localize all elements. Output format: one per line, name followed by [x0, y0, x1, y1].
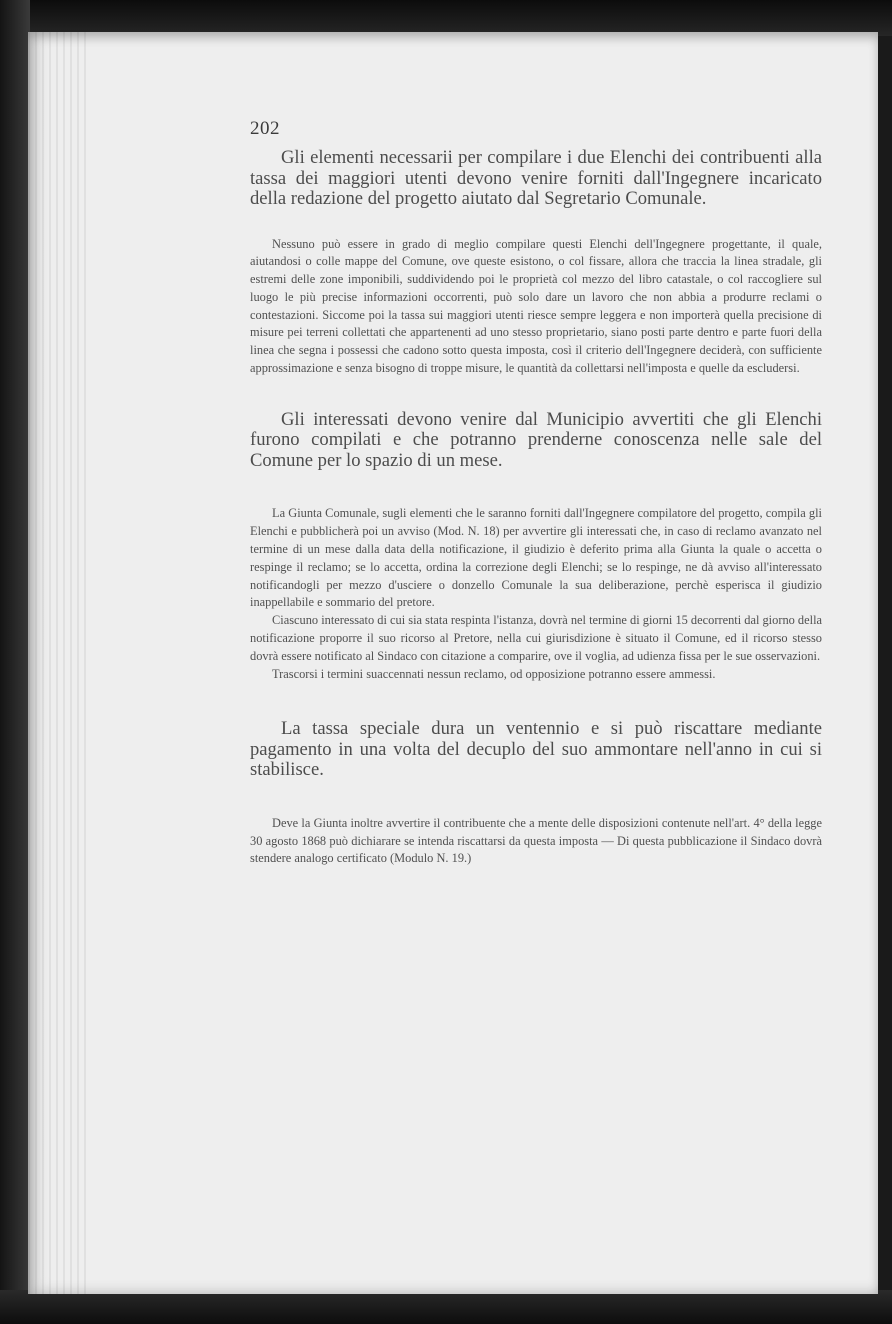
- note-ricorso-pretore: Ciascuno interessato di cui sia stata respinta l'istanza, dovrà nel termine di giorni 15 decorrenti dal giorno della notificazione proporre il suo ricorso al Pretore, nella cui giurisdizione è situato il Comune, ed il ricorso stesso dovrà essere notificato al Sindaco con citazione a comparire, ove il voglia, ad udienza fissa per le sue osservazioni.: [250, 613, 823, 663]
- page-content: [250, 118, 822, 868]
- scan-border-left: [0, 0, 30, 1324]
- note-ingegnere-progettante: Nessuno può essere in grado di meglio compilare questi Elenchi dell'Ingegnere progettante, il quale, aiutandosi o colle mappe del Comune, ove queste esistono, o col fissare, allora che traccia la linea stradale, gli estremi delle zone imponibili, suddividendo poi le proprietà col mezzo del libro catastale, o col raccogliere sul luogo le più precise informazioni occorrenti, può solo dare un lavoro che non abbia a produrre reclami o contestazioni. Siccome poi la tassa sui maggiori utenti riesce sempre leggera e non importerà quella precisione di misure pei terreni collettati che appartenenti ad uno stesso proprietario, siano posti parte dentro e parte fuori della linea che segna i possessi che cadono sotto questa imposta, così il criterio dell'Ingegnere deciderà, con sufficiente approssimazione e senza bisogno di troppe misure, le quantità da collettarsi nell'imposta e quelle da escludersi.: [250, 236, 822, 376]
- scan-border-top: [0, 0, 892, 36]
- note-giunta-comunale: La Giunta Comunale, sugli elementi che le saranno forniti dall'Ingegnere compilatore del progetto, compila gli Elenchi e pubblicherà poi un avviso (Mod. N. 18) per avvertire gli interessati che, in caso di reclamo avanzato nel termine di un mese dalla data della notificazione, il giudizio è deferito prima alla Giunta la quale o accetta o respinge il reclamo; se lo accetta, ordina la correzione degli Elenchi; se lo respinge, ne dà avviso all'interessato notificandogli per mezzo d'usciere o donzello Comunale la sua deliberazione, perchè esperisca il giudizio inappellabile e sommario del pretore.: [250, 506, 822, 610]
- note-riscatto-imposta: Deve la Giunta inoltre avvertire il contribuente che a mente delle disposizioni contenute nell'art. 4° della legge 30 agosto 1868 può dichiarare se intenda riscattarsi da questa imposta — Di questa pubblicazione il Sindaco dovrà stendere analogo certificato (Modulo N. 19.): [250, 815, 822, 866]
- scan-border-bottom: [0, 1290, 892, 1324]
- paragraph-interessati-avvertiti: Gli interessati devono venire dal Municipio avvertiti che gli Elenchi furono compilati e che potranno prenderne conoscenza nelle sale del Comune per lo spazio di un mese.: [250, 408, 822, 471]
- page-number: 202: [250, 118, 280, 139]
- paragraph-elenchi-contribuenti: Gli elementi necessarii per compilare i due Elenchi dei contribuenti alla tassa dei maggiori utenti devono venire forniti dall'Ingegnere incaricato della redazione del progetto aiutato dal Segretario Comunale.: [250, 147, 822, 209]
- paragraph-tassa-speciale: La tassa speciale dura un ventennio e si può riscattare mediante pagamento in una volta del decuplo del suo ammontare nell'anno in cui si stabilisce.: [250, 718, 822, 781]
- note-termini-reclamo: Trascorsi i termini suaccennati nessun reclamo, od opposizione potranno essere ammessi.: [272, 666, 716, 681]
